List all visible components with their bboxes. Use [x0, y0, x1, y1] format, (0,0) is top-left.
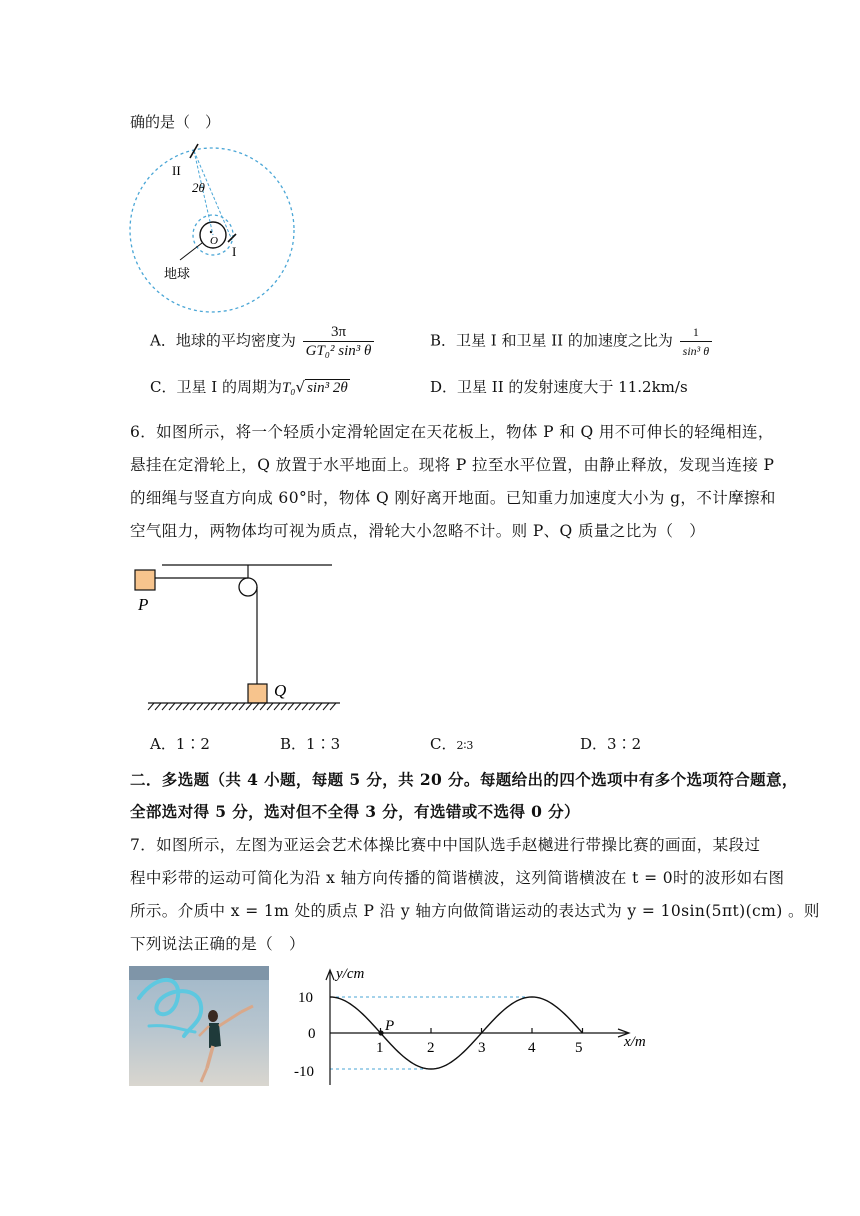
x-axis-label: x/m — [624, 1034, 646, 1050]
block-p — [135, 570, 155, 590]
wave-chart — [290, 960, 680, 1090]
x-tick-2: 2 — [427, 1040, 435, 1056]
x-tick-4: 4 — [528, 1040, 536, 1056]
y-axis-label: y/cm — [336, 966, 365, 982]
q7-stem-line-3: 所示。介质中 x = 1m 处的质点 P 沿 y 轴方向做简谐运动的表达式为 y = 10sin(5πt)(cm) 。则 — [130, 902, 820, 920]
label-angle: 2θ — [192, 180, 205, 195]
section-2-heading-line-2: 全部选对得 5 分，选对但不全得 3 分，有选错或不选得 0 分） — [130, 802, 580, 821]
q7-stem-line-1: 7．如图所示，左图为亚运会艺术体操比赛中中国队选手赵樾进行带操比赛的画面，某段过 — [130, 836, 761, 854]
x-tick-3: 3 — [478, 1040, 486, 1056]
label-ii: II — [172, 163, 181, 178]
ground-hatching — [148, 703, 336, 710]
y-tick-minus-10: -10 — [294, 1064, 314, 1080]
pulley — [239, 578, 257, 596]
q5-option-c: C．卫星 I 的周期为T₀√ sin³ 2θ — [150, 378, 348, 396]
q6-option-b: B．1∶3 — [280, 735, 341, 753]
orbit-figure — [122, 140, 302, 320]
pulley-figure — [128, 556, 348, 716]
x-tick-1: 1 — [376, 1040, 384, 1056]
label-p: P — [138, 595, 149, 614]
q6-stem-line-2: 悬挂在定滑轮上，Q 放置于水平地面上。现将 P 拉至水平位置，由静止释放，发现当连接 P — [130, 456, 775, 474]
q6-stem-line-4: 空气阻力，两物体均可视为质点，滑轮大小忽略不计。则 P、Q 质量之比为（ ） — [130, 522, 706, 540]
label-center: O — [210, 235, 218, 247]
point-p — [378, 1030, 383, 1035]
q7-stem-line-4: 下列说法正确的是（ ） — [130, 935, 305, 953]
label-q: Q — [274, 681, 287, 700]
y-tick-0: 0 — [308, 1026, 316, 1042]
q5-option-d: D．卫星 II 的发射速度大于 11.2km/s — [430, 378, 688, 396]
y-tick-10: 10 — [298, 990, 313, 1006]
q6-option-c: C．2∶3 — [430, 735, 474, 753]
q6-stem-line-3: 的细绳与竖直方向成 60°时，物体 Q 刚好离开地面。已知重力加速度大小为 g，不计摩擦和 — [130, 489, 776, 507]
x-tick-5: 5 — [575, 1040, 583, 1056]
q5-stem-tail: 确的是（ ） — [130, 113, 221, 131]
earth-pointer — [180, 243, 202, 260]
label-i: I — [232, 244, 237, 259]
q6-stem-line-1: 6．如图所示，将一个轻质小定滑轮固定在天花板上，物体 P 和 Q 用不可伸长的轻绳相连， — [130, 423, 774, 441]
q5-option-a: A．地球的平均密度为 $\frac{3\pi}{\text{GT₀² sin³ θ}}$ — [150, 323, 376, 360]
satellite-ii-marker — [190, 144, 198, 158]
section-2-heading-line-1: 二．多选题（共 4 小题，每题 5 分，共 20 分。每题给出的四个选项中有多个选项符合题意， — [130, 770, 798, 789]
block-q — [248, 684, 267, 703]
satellite-i-marker — [228, 234, 236, 242]
label-point-p: P — [385, 1018, 395, 1034]
q7-stem-line-2: 程中彩带的运动可简化为沿 x 轴方向传播的简谐横波，这列简谐横波在 t = 0时的波形如右图 — [130, 869, 785, 887]
q5-option-b: B．卫星 I 和卫星 II 的加速度之比为 $\frac{1}{\text{sin³ θ}}$ — [430, 323, 714, 360]
q6-option-a: A．1∶2 — [150, 735, 210, 753]
gymnast-photo — [129, 966, 269, 1086]
q6-option-d: D．3∶2 — [580, 735, 642, 753]
label-earth: 地球 — [164, 267, 191, 282]
